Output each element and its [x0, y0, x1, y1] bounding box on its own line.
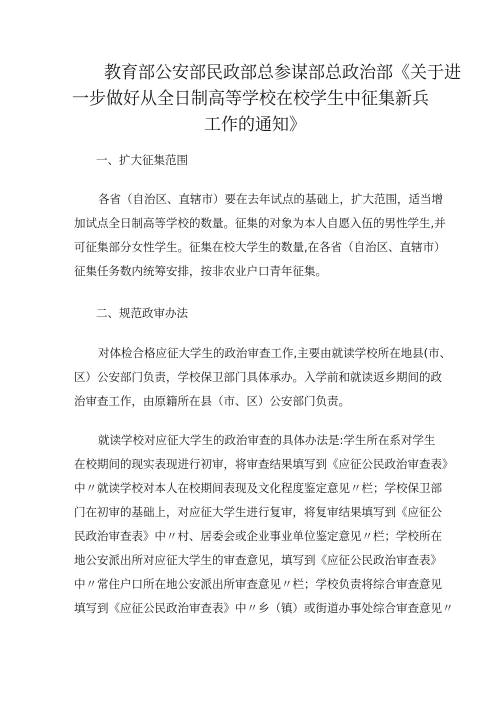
paragraph-line: 门在初审的基础上，对应征大学生进行复审，将复审结果填写到《应征公	[74, 505, 442, 519]
paragraph-line: 对体检合格应征大学生的政治审查工作,主要由就读学校所在地县(市、	[98, 346, 452, 360]
paragraph-line: 各省（自治区、直辖市）要在去年试点的基础上，扩大范围，适当增	[98, 192, 443, 206]
section-heading-2: 二、规范政审办法	[96, 306, 188, 320]
paragraph-line: 区）公安部门负责，学校保卫部门具体承办。入学前和就读返乡期间的政	[74, 370, 442, 384]
paragraph-line: 可征集部分女性学生。征集在校大学生的数量,在各省（自治区、直辖市）	[74, 240, 446, 254]
paragraph-line: 中〃常住户口所在地公安派出所审查意见〃栏；学校负责将综合审查意见	[74, 577, 442, 591]
title-line: 一步做好从全日制高等学校在校学生中征集新兵	[72, 89, 429, 109]
paragraph-line: 在校期间的现实表现进行初审，将审查结果填写到《应征公民政治审查表》	[74, 457, 454, 471]
paragraph-line: 治审查工作，由原籍所在县（市、区）公安部门负责。	[74, 394, 350, 408]
title-line: 工作的通知》	[204, 115, 306, 135]
title-line: 教育部公安部民政部总参谋部总政治部《关于进	[104, 63, 461, 83]
paragraph-line: 地公安派出所对应征大学生的审查意见，填写到《应征公民政治审查表》	[74, 553, 442, 567]
document-title	[72, 60, 461, 138]
paragraph	[74, 187, 446, 283]
paragraph-line: 加试点全日制高等学校的数量。征集的对象为本人自愿入伍的男性学生,并	[74, 216, 446, 230]
section-heading-1: 一、扩大征集范围	[96, 153, 188, 167]
paragraph-line: 填写到《应征公民政治审查表》中〃乡（镇）或街道办事处综合审查意见〃	[74, 601, 454, 615]
paragraph-line: 就读学校对应征大学生的政治审查的具体办法是:学生所在系对学生	[98, 433, 436, 447]
paragraph	[74, 341, 452, 413]
paragraph-line: 征集任务数内统筹安排，按非农业户口青年征集。	[74, 264, 327, 278]
paragraph-line: 民政治审查表》中〃村、居委会或企业事业单位鉴定意见〃栏；学校所在	[74, 529, 442, 543]
paragraph-line: 中〃就读学校对本人在校期间表现及文化程度鉴定意见〃栏；学校保卫部	[74, 481, 442, 495]
paragraph	[74, 428, 454, 620]
